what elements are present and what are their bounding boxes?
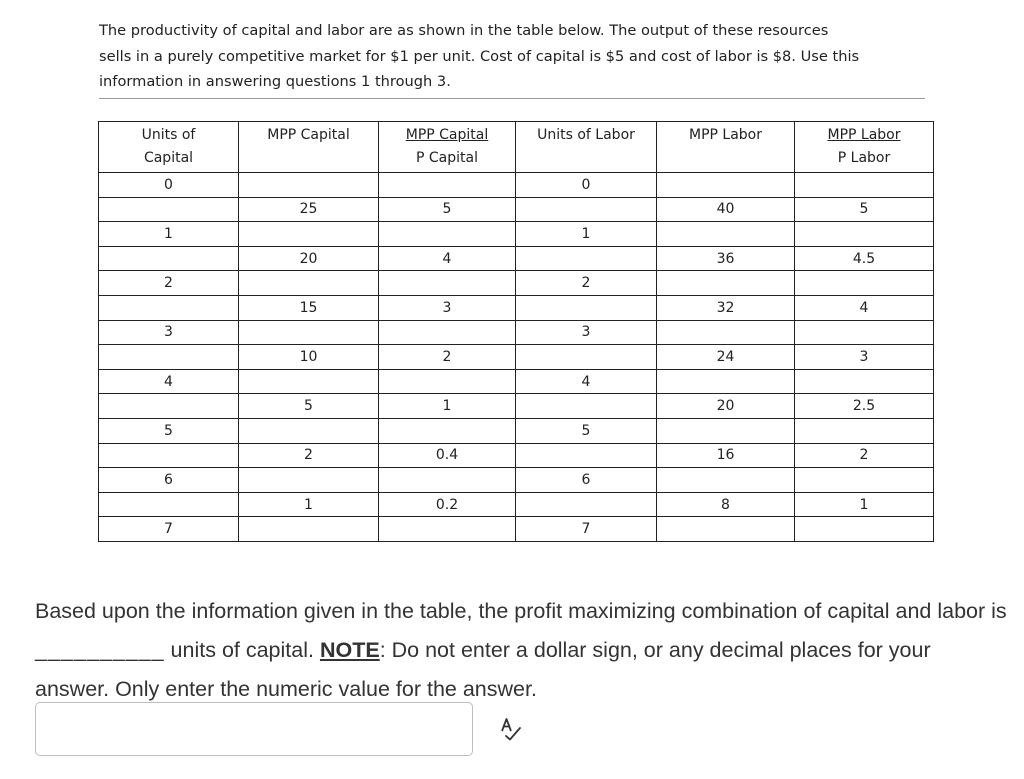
cell-mpp-capital	[239, 173, 379, 198]
cell-mpp-capital	[239, 418, 379, 443]
table-header-row	[99, 122, 934, 173]
cell-mpp-capital-per-price	[379, 517, 516, 542]
cell-mpp-capital-per-price	[379, 271, 516, 296]
cell-mpp-labor-per-price	[795, 271, 934, 296]
cell-units-capital: 4	[99, 369, 239, 394]
cell-units-capital	[99, 394, 239, 419]
cell-mpp-labor	[657, 418, 795, 443]
cell-mpp-capital-per-price: 3	[379, 295, 516, 320]
intro-line-2: sells in a purely competitive market for $1 per unit. Cost of capital is $5 and cost of labor is $8. Use this	[99, 47, 860, 65]
cell-mpp-capital: 5	[239, 394, 379, 419]
cell-mpp-labor-per-price	[795, 173, 934, 198]
cell-mpp-capital-per-price: 1	[379, 394, 516, 419]
cell-mpp-capital	[239, 517, 379, 542]
header-mpp-labor-per-price: MPP Labor P Labor	[795, 122, 934, 173]
cell-mpp-labor	[657, 271, 795, 296]
cell-mpp-labor-per-price	[795, 222, 934, 247]
cell-units-capital: 6	[99, 468, 239, 493]
note-label: NOTE	[319, 638, 380, 662]
header-mpp-capital: MPP Capital	[239, 122, 379, 173]
cell-mpp-labor: 36	[657, 246, 795, 271]
cell-mpp-capital-per-price: 0.2	[379, 492, 516, 517]
cell-units-capital	[99, 492, 239, 517]
cell-units-labor: 5	[516, 418, 657, 443]
cell-mpp-labor-per-price: 2	[795, 443, 934, 468]
cell-mpp-capital	[239, 369, 379, 394]
header-mpp-labor: MPP Labor	[657, 122, 795, 173]
cell-mpp-labor	[657, 222, 795, 247]
cell-mpp-capital: 2	[239, 443, 379, 468]
cell-units-labor	[516, 246, 657, 271]
answer-input[interactable]	[35, 702, 473, 756]
cell-units-capital	[99, 197, 239, 222]
table-row	[99, 443, 934, 468]
cell-mpp-capital	[239, 222, 379, 247]
cell-mpp-labor-per-price	[795, 320, 934, 345]
cell-units-capital: 2	[99, 271, 239, 296]
cell-mpp-labor	[657, 369, 795, 394]
cell-mpp-labor: 32	[657, 295, 795, 320]
productivity-table	[98, 121, 934, 542]
cell-mpp-labor-per-price	[795, 418, 934, 443]
cell-mpp-capital-per-price	[379, 369, 516, 394]
cell-units-capital: 7	[99, 517, 239, 542]
intro-line-1: The productivity of capital and labor are as shown in the table below. The output of these resources	[99, 22, 829, 39]
cell-units-labor	[516, 345, 657, 370]
table-row	[99, 369, 934, 394]
cell-units-labor	[516, 197, 657, 222]
table-body	[99, 173, 934, 542]
header-units-of-capital: Units of Capital	[99, 122, 239, 173]
table-row	[99, 517, 934, 542]
cell-units-capital	[99, 295, 239, 320]
cell-mpp-labor: 24	[657, 345, 795, 370]
answer-blank: __________	[35, 638, 165, 662]
cell-units-labor	[516, 394, 657, 419]
cell-mpp-capital-per-price	[379, 468, 516, 493]
spellcheck-icon[interactable]	[496, 714, 524, 742]
table-row	[99, 173, 934, 198]
intro-underline	[99, 98, 925, 99]
cell-mpp-labor-per-price	[795, 468, 934, 493]
cell-mpp-labor: 40	[657, 197, 795, 222]
table-row	[99, 418, 934, 443]
cell-units-capital	[99, 246, 239, 271]
table-row	[99, 320, 934, 345]
cell-mpp-capital: 15	[239, 295, 379, 320]
cell-units-labor	[516, 443, 657, 468]
cell-mpp-capital-per-price	[379, 173, 516, 198]
cell-mpp-labor: 16	[657, 443, 795, 468]
cell-units-labor: 7	[516, 517, 657, 542]
cell-mpp-capital-per-price: 5	[379, 197, 516, 222]
table-row	[99, 345, 934, 370]
cell-mpp-capital-per-price	[379, 222, 516, 247]
cell-units-labor: 4	[516, 369, 657, 394]
table-row	[99, 492, 934, 517]
cell-mpp-labor-per-price: 1	[795, 492, 934, 517]
intro-text	[99, 18, 969, 95]
cell-mpp-labor: 20	[657, 394, 795, 419]
cell-units-capital	[99, 345, 239, 370]
cell-units-capital: 1	[99, 222, 239, 247]
cell-units-labor: 3	[516, 320, 657, 345]
cell-units-labor	[516, 295, 657, 320]
cell-mpp-capital	[239, 320, 379, 345]
table-row	[99, 197, 934, 222]
cell-mpp-labor-per-price	[795, 517, 934, 542]
cell-mpp-labor-per-price: 4.5	[795, 246, 934, 271]
cell-units-labor: 0	[516, 173, 657, 198]
intro-line-3: information in answering questions 1 through 3.	[99, 73, 451, 90]
cell-mpp-labor-per-price	[795, 369, 934, 394]
cell-units-capital: 3	[99, 320, 239, 345]
cell-mpp-capital-per-price: 0.4	[379, 443, 516, 468]
cell-mpp-labor	[657, 517, 795, 542]
table-row	[99, 295, 934, 320]
cell-mpp-labor-per-price: 5	[795, 197, 934, 222]
table-row	[99, 222, 934, 247]
cell-mpp-capital	[239, 271, 379, 296]
table-row	[99, 394, 934, 419]
cell-mpp-capital: 25	[239, 197, 379, 222]
cell-units-capital: 5	[99, 418, 239, 443]
cell-units-capital: 0	[99, 173, 239, 198]
cell-mpp-capital-per-price	[379, 418, 516, 443]
cell-mpp-labor	[657, 173, 795, 198]
cell-mpp-capital-per-price: 4	[379, 246, 516, 271]
cell-mpp-capital: 10	[239, 345, 379, 370]
cell-mpp-capital-per-price: 2	[379, 345, 516, 370]
cell-units-labor: 6	[516, 468, 657, 493]
cell-mpp-labor-per-price: 3	[795, 345, 934, 370]
question-text: Based upon the information given in the table, the profit maximizing combination of capital and labor is __________ units of capital. NOTE: Do not enter a dollar sign, or any decimal places for your answer. Only enter the numeric value for the answer.	[35, 599, 1007, 701]
cell-mpp-labor-per-price: 2.5	[795, 394, 934, 419]
cell-mpp-capital	[239, 468, 379, 493]
table-row	[99, 246, 934, 271]
cell-mpp-capital: 1	[239, 492, 379, 517]
cell-units-labor: 1	[516, 222, 657, 247]
cell-units-labor: 2	[516, 271, 657, 296]
cell-mpp-labor-per-price: 4	[795, 295, 934, 320]
table-row	[99, 468, 934, 493]
cell-mpp-labor: 8	[657, 492, 795, 517]
header-mpp-capital-per-price: MPP Capital P Capital	[379, 122, 516, 173]
cell-units-labor	[516, 492, 657, 517]
cell-mpp-labor	[657, 320, 795, 345]
cell-units-capital	[99, 443, 239, 468]
productivity-table-wrapper	[98, 121, 934, 542]
cell-mpp-capital-per-price	[379, 320, 516, 345]
cell-mpp-labor	[657, 468, 795, 493]
cell-mpp-capital: 20	[239, 246, 379, 271]
table-row	[99, 271, 934, 296]
header-units-of-labor: Units of Labor	[516, 122, 657, 173]
